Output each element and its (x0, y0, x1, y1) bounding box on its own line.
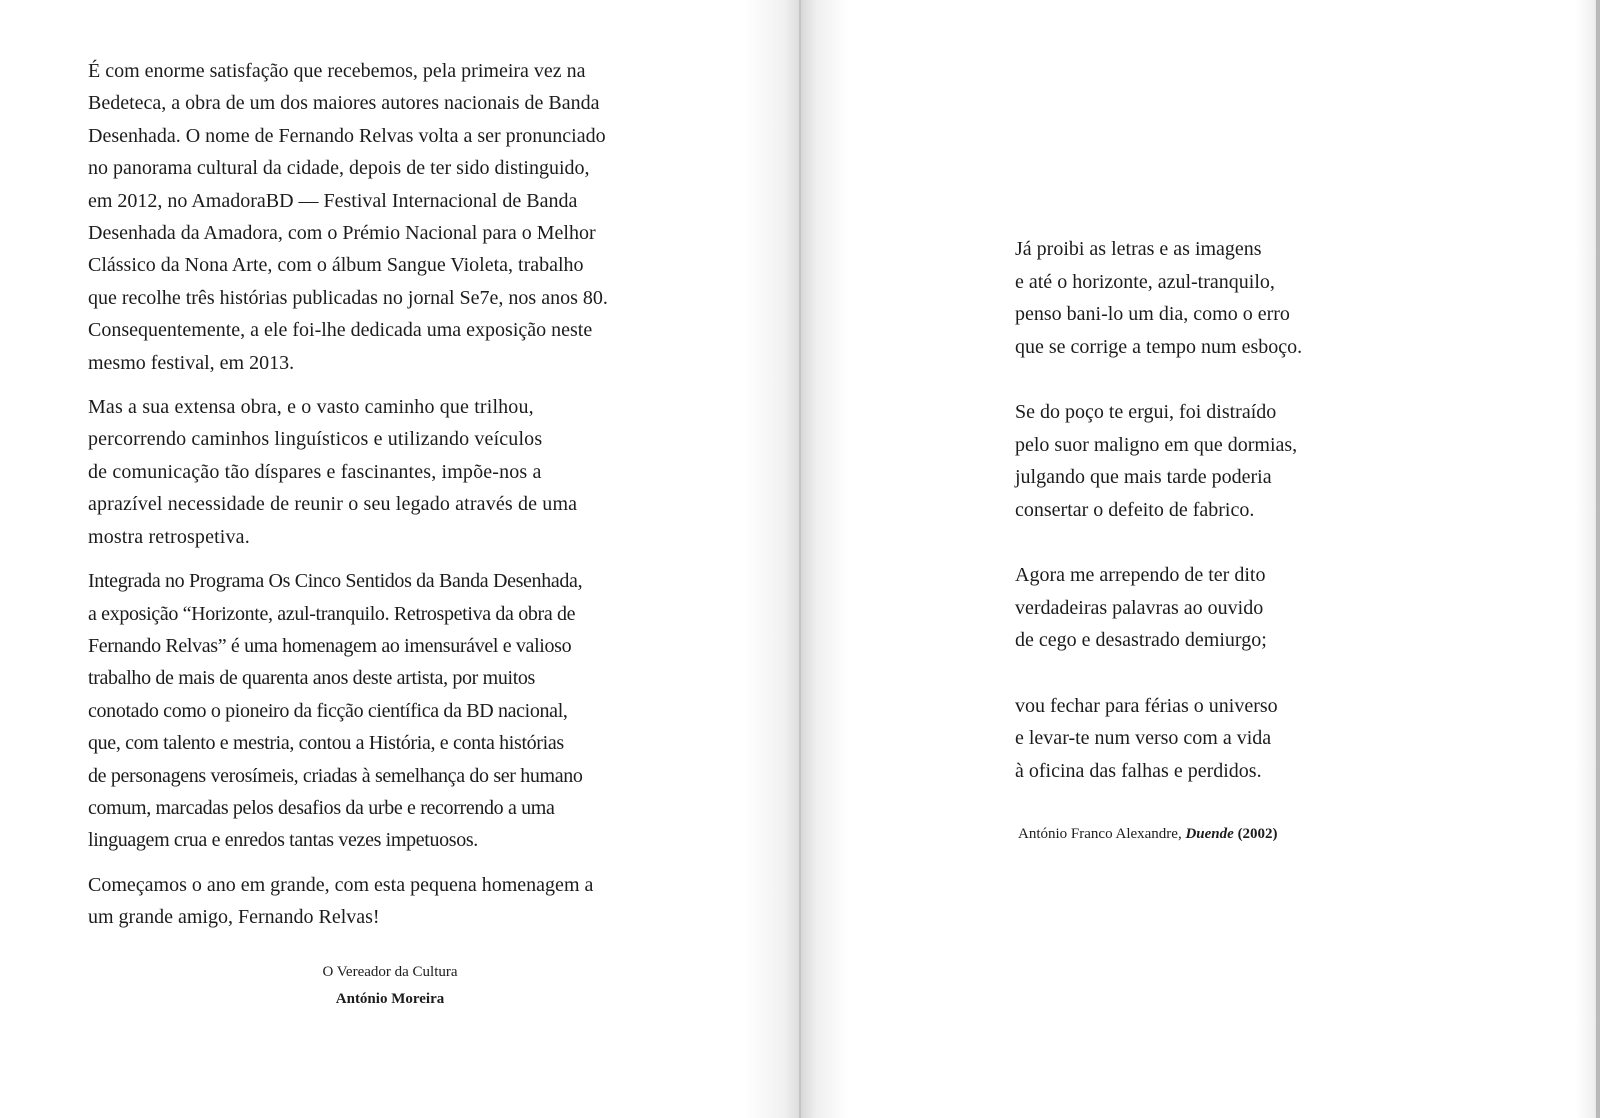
poem-attribution (1018, 826, 1278, 843)
poem-stanza-2 (1015, 396, 1435, 526)
page-edge (1596, 0, 1600, 1118)
poem-line: de cego e desastrado demiurgo; (1015, 629, 1267, 651)
signature-name: António Moreira (335, 991, 445, 1007)
text-line: Integrada no Programa Os Cinco Sentidos da Banda Desenhada, (88, 570, 583, 593)
text-line: trabalho de mais de quarenta anos deste artista, por muitos (88, 667, 535, 690)
text-line: conotado como o pioneiro da ficção científica da BD nacional, (88, 699, 568, 722)
text-line: a exposição “Horizonte, azul-tranquilo. Retrospetiva da obra de (88, 602, 576, 625)
text-line: Desenhada. O nome de Fernando Relvas volta a ser pronunciado (88, 124, 606, 147)
text-line: em 2012, no AmadoraBD — Festival Internacional de Banda (88, 189, 578, 212)
poem-stanza-3 (1015, 559, 1435, 657)
poem-line: Já proibi as letras e as imagens (1015, 238, 1262, 260)
text-line: aprazível necessidade de reunir o seu legado através de uma (88, 493, 578, 516)
text-line: Consequentemente, a ele foi-lhe dedicada uma exposição neste (88, 319, 593, 342)
foreword-paragraph-4 (88, 869, 708, 934)
foreword-paragraph-1 (88, 55, 708, 379)
text-line: linguagem crua e enredos tantas vezes impetuosos. (88, 829, 478, 852)
poem-line: que se corrige a tempo num esboço. (1015, 335, 1303, 358)
attribution-work: Duende (1185, 826, 1234, 842)
text-line: um grande amigo, Fernando Relvas! (88, 906, 380, 929)
foreword-paragraph-2 (88, 391, 708, 553)
poem-line: Se do poço te ergui, foi distraído (1015, 401, 1277, 423)
foreword-text (88, 55, 708, 946)
text-line: Fernando Relvas” é uma homenagem ao imensurável e valioso (88, 634, 572, 657)
text-line: de comunicação tão díspares e fascinantes, impõe-nos a (88, 460, 542, 483)
poem-stanza-4 (1015, 690, 1435, 788)
book-gutter (799, 0, 801, 1118)
poem-line: e levar-te num verso com a vida (1015, 727, 1272, 749)
poem-stanza-1 (1015, 233, 1435, 363)
poem-line: e até o horizonte, azul-tranquilo, (1015, 270, 1275, 293)
poem-line: Agora me arrependo de ter dito (1015, 564, 1266, 586)
text-line: Mas a sua extensa obra, e o vasto caminho que trilhou, (88, 396, 534, 419)
text-line: que recolhe três histórias publicadas no jornal Se7e, nos anos 80. (88, 286, 608, 309)
text-line: Desenhada da Amadora, com o Prémio Nacional para o Melhor (88, 222, 596, 245)
text-line: Começamos o ano em grande, com esta pequena homenagem a (88, 873, 594, 896)
poem-line: à oficina das falhas e perdidos. (1015, 759, 1262, 782)
text-line: É com enorme satisfação que recebemos, pela primeira vez na (88, 60, 586, 82)
text-line: que, com talento e mestria, contou a História, e conta histórias (88, 732, 564, 755)
poem-line: pelo suor maligno em que dormias, (1015, 433, 1298, 456)
text-line: percorrendo caminhos linguísticos e utilizando veículos (88, 428, 543, 451)
signature-role: O Vereador da Cultura (322, 964, 458, 980)
text-line: no panorama cultural da cidade, depois de ter sido distinguido, (88, 157, 590, 180)
poem-line: consertar o defeito de fabrico. (1015, 498, 1255, 521)
text-line: de personagens verosímeis, criadas à semelhança do ser humano (88, 764, 583, 787)
text-line: mostra retrospetiva. (88, 525, 250, 548)
text-line: comum, marcadas pelos desafios da urbe e recorrendo a uma (88, 796, 555, 819)
poem-line: julgando que mais tarde poderia (1015, 466, 1272, 488)
text-line: mesmo festival, em 2013. (88, 351, 295, 374)
attribution-author: António Franco Alexandre, (1018, 826, 1182, 842)
poem-line: penso bani-lo um dia, como o erro (1015, 303, 1290, 325)
attribution-year: (2002) (1237, 826, 1278, 842)
poem-line: verdadeiras palavras ao ouvido (1015, 596, 1264, 619)
poem-line: vou fechar para férias o universo (1015, 694, 1278, 717)
text-line: Bedeteca, a obra de um dos maiores autores nacionais de Banda (88, 92, 600, 115)
text-line: Clássico da Nona Arte, com o álbum Sangue Violeta, trabalho (88, 254, 584, 277)
foreword-paragraph-3 (88, 565, 708, 857)
poem (1015, 233, 1435, 820)
